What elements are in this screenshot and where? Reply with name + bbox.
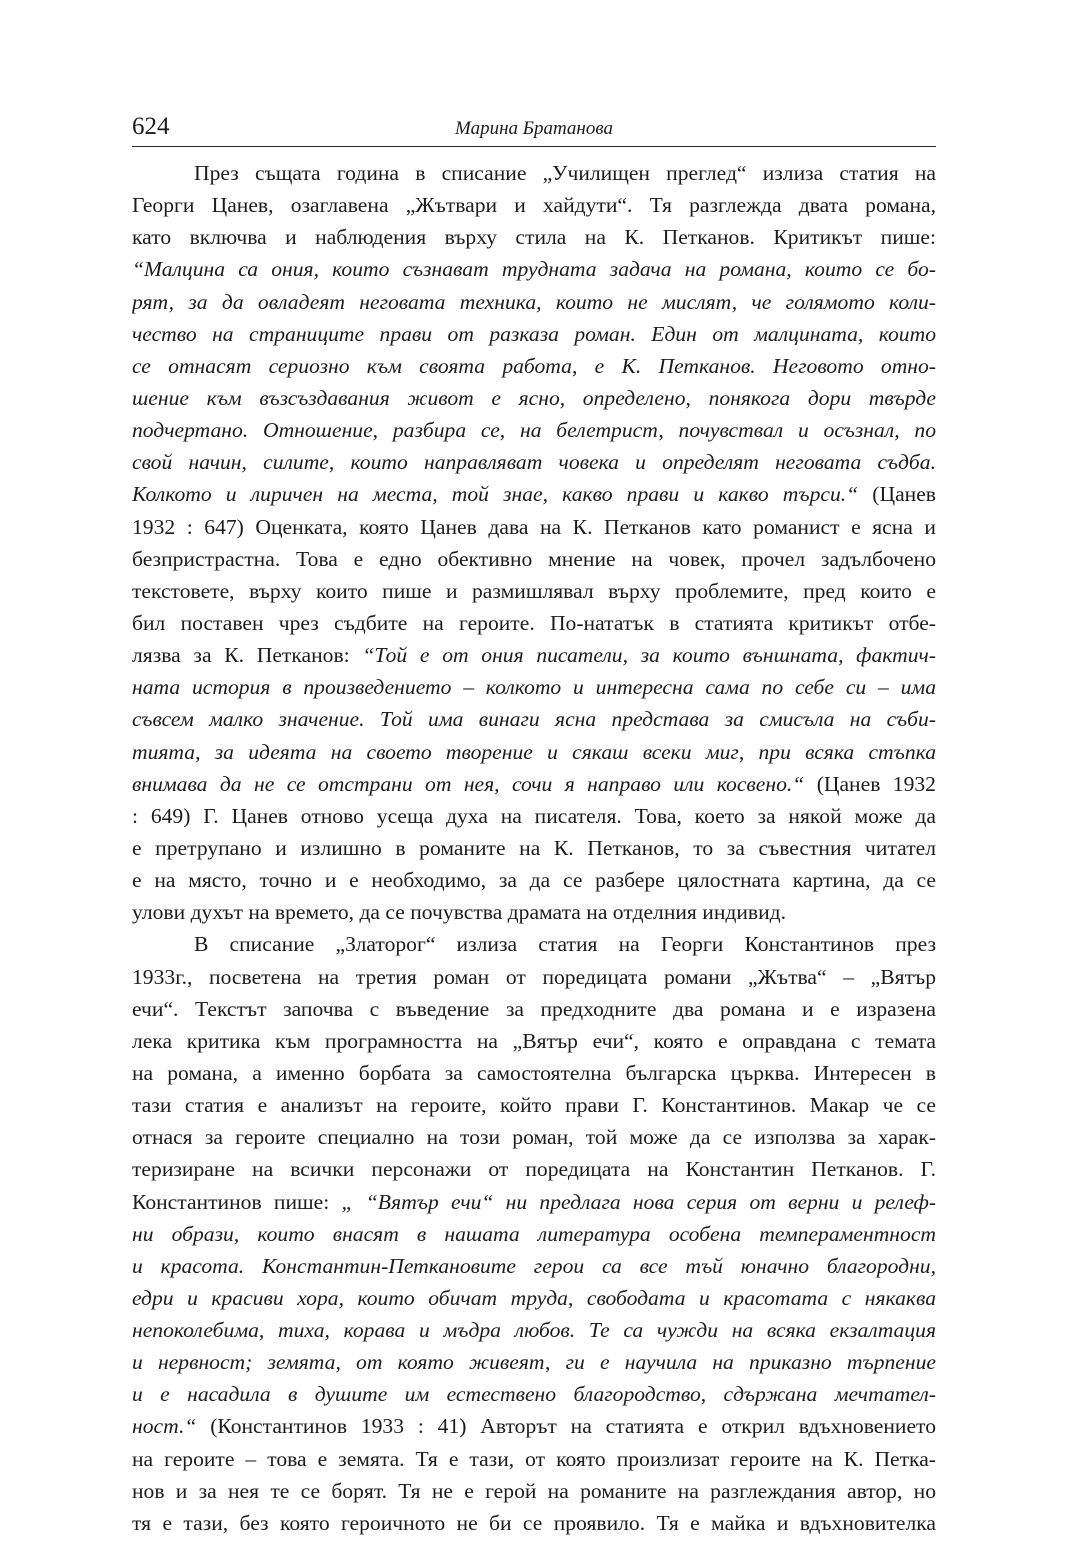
text-segment: Константинов пише: <box>132 1189 342 1214</box>
text-line <box>132 768 936 800</box>
quoted-italic-text: чество на страниците прави от разказа роман. Един от малцината, които <box>132 321 936 346</box>
quoted-italic-text: се отнасят сериозно към своята работа, е К. Петканов. Неговото отно- <box>132 353 936 378</box>
text-line <box>132 511 936 543</box>
text-line <box>132 671 936 703</box>
text-segment: (Цанев 1932 <box>804 771 936 796</box>
text-line <box>132 1507 936 1539</box>
text-line <box>132 864 936 896</box>
text-line <box>132 543 936 575</box>
text-segment: В списание „Златорог“ излиза статия на Георги Константинов през <box>194 932 936 957</box>
text-line <box>132 1443 936 1475</box>
text-segment: на романа, а именно борбата за самостоятелна българска църква. Интересен в <box>132 1060 936 1085</box>
text-line <box>132 800 936 832</box>
text-segment: като включва и наблюдения върху стила на К. Петканов. Критикът пише: <box>132 225 936 250</box>
page-number: 624 <box>132 113 170 140</box>
text-segment: е претрупано и излишно в романите на К. Петканов, то за съвестния читател <box>132 835 936 860</box>
text-line <box>132 607 936 639</box>
text-line <box>132 1153 936 1185</box>
text-line <box>132 961 936 993</box>
quoted-italic-text: и красота. Константин-Петкановите герои са все тъй юначно благородни, <box>132 1253 936 1278</box>
quoted-italic-text: „ “Вятър ечи“ ни предлага нова серия от верни и релеф- <box>341 1189 936 1214</box>
text-line <box>132 1282 936 1314</box>
quoted-italic-text: шение към възсъздавания живот е ясно, определено, понякога дори твърде <box>132 385 936 410</box>
text-segment: на героите – това е земята. Тя е тази, от която произлизат героите на К. Петка- <box>132 1446 936 1471</box>
text-segment: : 649) Г. Цанев отново усеща духа на писателя. Това, което за някой може да <box>132 803 936 828</box>
quoted-italic-text: внимава да не се отстрани от нея, сочи я направо или косвено.“ <box>132 771 805 796</box>
text-line <box>132 286 936 318</box>
quoted-italic-text: непоколебима, тиха, корава и мъдра любов. Те са чужди на всяка екзалтация <box>132 1318 936 1343</box>
text-line <box>132 639 936 671</box>
text-segment: текстовете, върху които пише и размишлявал върху проблемите, пред които е <box>132 578 936 603</box>
text-line <box>132 993 936 1025</box>
running-head-author: Марина Братанова <box>455 118 613 139</box>
text-segment: безпристрастна. Това е едно обективно мнение на човек, прочел задълбочено <box>132 546 936 571</box>
text-segment: ечи“. Текстът започва с въведение за предходните два романа и е изразена <box>132 996 936 1021</box>
text-line <box>132 928 936 960</box>
text-segment: теризиране на всички персонажи от поредицата на Константин Петканов. Г. <box>132 1157 936 1182</box>
text-line <box>132 1218 936 1250</box>
text-segment: е на място, точно и е необходимо, за да се разбере цялостната картина, да се <box>132 868 936 893</box>
text-segment: тази статия е анализът на героите, който прави Г. Константинов. Макар че се <box>132 1093 936 1118</box>
text-segment: (Цанев <box>858 482 936 507</box>
text-line <box>132 1121 936 1153</box>
text-line <box>132 478 936 510</box>
text-segment: (Константинов 1933 : 41) Авторът на статията е открил вдъхновението <box>196 1414 936 1439</box>
text-line <box>132 382 936 414</box>
text-line <box>132 1378 936 1410</box>
quoted-italic-text: свой начин, силите, които направляват човека и определят неговата съдба. <box>132 450 936 475</box>
quoted-italic-text: “Той е от ония писатели, за които външната, фактич- <box>362 643 936 668</box>
text-segment: нов и за нея те се борят. Тя не е герой на романите на разглеждания автор, но <box>132 1478 936 1503</box>
text-line <box>132 350 936 382</box>
text-line <box>132 414 936 446</box>
quoted-italic-text: ни образи, които внасят в нашата литература особена темпераментност <box>132 1221 936 1246</box>
text-line <box>132 1186 936 1218</box>
quoted-italic-text: ната история в произведението – колкото и интересна сама по себе си – има <box>132 675 936 700</box>
text-line <box>132 1057 936 1089</box>
text-line <box>132 221 936 253</box>
text-line <box>132 253 936 285</box>
text-segment: бил поставен чрез съдбите на героите. По-нататък в статията критикът отбе- <box>132 610 936 635</box>
text-segment: тя е тази, без която героичното не би се проявило. Тя е майка и вдъхновителка <box>132 1510 936 1535</box>
text-line <box>132 575 936 607</box>
body-text <box>132 157 936 1539</box>
text-line <box>132 1410 936 1442</box>
text-segment: лязва за К. Петканов: <box>132 643 363 668</box>
text-line <box>132 446 936 478</box>
quoted-italic-text: едри и красиви хора, които обичат труда, свободата и красотата с някаква <box>132 1285 936 1310</box>
text-line <box>132 1025 936 1057</box>
text-line <box>132 896 936 928</box>
text-line <box>132 736 936 768</box>
text-line <box>132 157 936 189</box>
text-line <box>132 1250 936 1282</box>
text-segment: През същата година в списание „Училищен преглед“ излиза статия на <box>194 161 936 185</box>
text-segment: Георги Цанев, озаглавена „Жътвари и хайдути“. Тя разглежда двата романа, <box>132 193 936 218</box>
quoted-italic-text: рят, за да овладеят неговата техника, които не мислят, че голямото коли- <box>132 289 936 314</box>
text-segment: улови духът на времето, да се почувства драмата на отделния индивид. <box>132 900 787 925</box>
quoted-italic-text: ност.“ <box>132 1414 197 1439</box>
quoted-italic-text: съвсем малко значение. Той има винаги ясна представа за смисъла на съби- <box>132 707 936 732</box>
text-segment: 1932 : 647) Оценката, която Цанев дава на К. Петканов като романист е ясна и <box>132 514 936 539</box>
text-line <box>132 832 936 864</box>
text-line <box>132 1089 936 1121</box>
quoted-italic-text: Колкото и лиричен на места, той знае, какво прави и какво търси.“ <box>132 482 859 507</box>
text-line <box>132 1346 936 1378</box>
quoted-italic-text: и е насадила в душите им естествено благородство, сдържана мечтател- <box>132 1382 936 1407</box>
text-segment: отнася за героите специално на този роман, той може да се използва за харак- <box>132 1125 936 1150</box>
page-header <box>132 112 936 147</box>
text-segment: 1933г., посветена на третия роман от поредицата романи „Жътва“ – „Вятър <box>132 964 936 989</box>
text-line <box>132 189 936 221</box>
text-line <box>132 703 936 735</box>
text-line <box>132 1314 936 1346</box>
text-line <box>132 1475 936 1507</box>
quoted-italic-text: тията, за идеята на своето творение и сякаш всеки миг, при всяка стъпка <box>132 739 936 764</box>
text-segment: лека критика към програмността на „Вятър ечи“, която е оправдана с темата <box>132 1028 936 1053</box>
text-line <box>132 318 936 350</box>
quoted-italic-text: подчертано. Отношение, разбира се, на белетрист, почувствал и осъзнал, по <box>132 418 936 443</box>
quoted-italic-text: и нервност; земята, от която живеят, ги е научила на приказно търпение <box>132 1350 936 1375</box>
quoted-italic-text: “Малцина са ония, които съзнават трудната задача на романа, които се бо- <box>132 257 936 282</box>
